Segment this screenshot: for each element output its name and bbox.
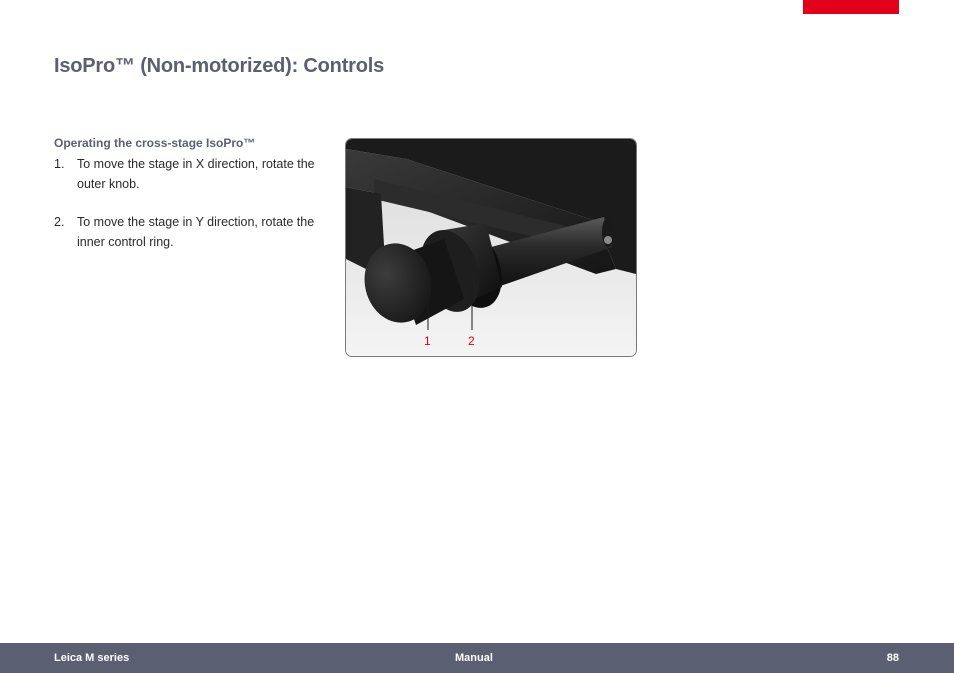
footer-document-type: Manual <box>455 652 493 664</box>
instruction-list <box>54 154 324 270</box>
step-number: 1. <box>54 157 65 171</box>
instruction-step <box>54 212 324 252</box>
step-text: To move the stage in X direction, rotate the outer knob. <box>77 157 315 191</box>
shaft-screw-icon <box>604 236 612 244</box>
page-footer <box>0 643 954 673</box>
callout-label-1: 1 <box>424 334 431 348</box>
knob-illustration <box>346 139 636 356</box>
callout-label-2: 2 <box>468 334 475 348</box>
brand-accent-bar <box>803 0 899 14</box>
instruction-step <box>54 154 324 194</box>
footer-product-name: Leica M series <box>54 652 130 664</box>
step-number: 2. <box>54 215 65 229</box>
cross-stage-knob-photo <box>345 138 637 357</box>
footer-page-number: 88 <box>886 652 899 664</box>
step-text: To move the stage in Y direction, rotate the inner control ring. <box>77 215 315 249</box>
page-title: IsoPro™ (Non-motorized): Controls <box>54 55 385 77</box>
section-heading: Operating the cross-stage IsoPro™ <box>54 136 256 150</box>
